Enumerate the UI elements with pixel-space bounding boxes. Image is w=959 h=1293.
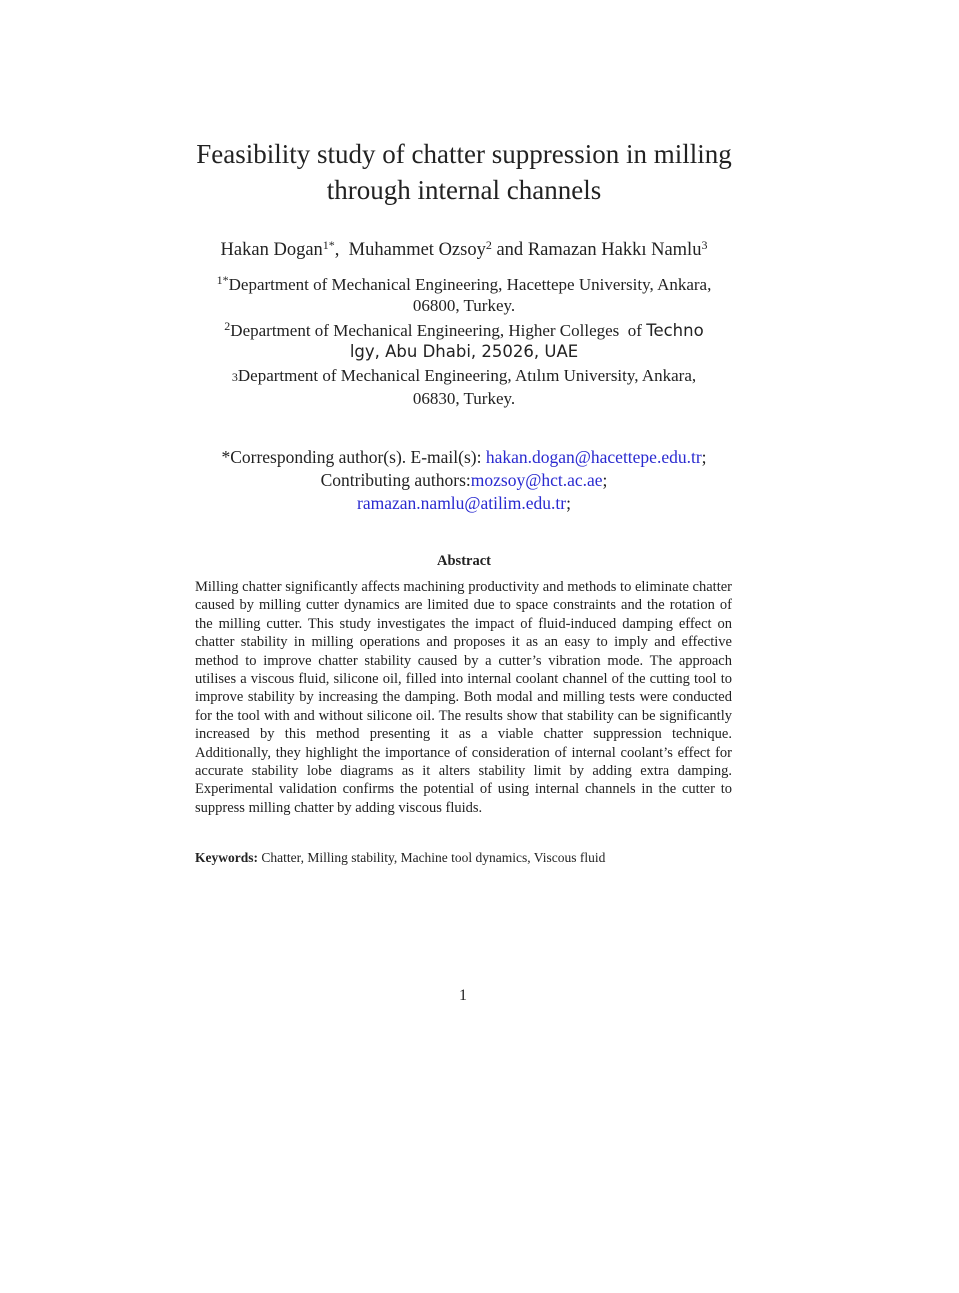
affiliation-1 — [150, 274, 778, 316]
affiliation-1-line-2: 06800, Turkey. — [412, 296, 516, 315]
affiliation-2-text-serif: Department of Mechanical Engineering, Higher Colleges of — [230, 321, 647, 340]
title-line-1: Feasibility study of chatter suppression in milling — [196, 139, 732, 169]
correspondence-line-1 — [150, 446, 778, 469]
author-3-name: Ramazan Hakkı Namlu — [527, 240, 702, 260]
contributing-prefix: Contributing authors: — [320, 470, 471, 490]
affiliation-2-mark: 2 — [224, 319, 231, 333]
email-link-contributor-1[interactable]: mozsoy@hct.ac.ae — [470, 470, 603, 490]
keywords-line — [195, 849, 732, 867]
author-3-sup: 3 — [701, 238, 708, 252]
keywords-label: Keywords: — [195, 850, 258, 865]
abstract-heading: Abstract — [437, 553, 491, 569]
author-separator-1: , — [334, 240, 349, 260]
affiliation-2-line-2: lgy, Abu Dhabi, 25026, UAE — [349, 342, 579, 361]
email-link-corresponding[interactable]: hakan.dogan@hacettepe.edu.tr — [485, 447, 702, 467]
author-separator-2: and — [491, 240, 528, 260]
affiliation-3-line-1 — [150, 365, 778, 388]
affiliation-3-text: Department of Mechanical Engineering, Atılım University, Ankara, — [237, 366, 697, 385]
affiliation-1-text: Department of Mechanical Engineering, Hacettepe University, Ankara, — [228, 275, 712, 294]
keywords-text: Chatter, Milling stability, Machine tool dynamics, Viscous fluid — [258, 850, 606, 865]
author-2-name: Muhammet Ozsoy — [348, 240, 486, 260]
affiliation-3-mark: 3 — [231, 370, 238, 384]
affiliation-1-line-1 — [150, 274, 778, 295]
correspondence-suffix-3: ; — [566, 493, 571, 513]
author-1-name: Hakan Dogan — [220, 240, 323, 260]
affiliation-2 — [150, 320, 778, 362]
affiliation-2-text-sans: Techno — [646, 321, 704, 340]
correspondence-block — [150, 446, 778, 515]
title-line-2: through internal channels — [326, 175, 602, 205]
author-list — [100, 238, 828, 262]
correspondence-suffix-1: ; — [701, 447, 707, 467]
affiliation-3-line-2: 06830, Turkey. — [412, 389, 516, 408]
correspondence-line-2 — [150, 469, 778, 492]
abstract-body: Milling chatter significantly affects machining productivity and methods to eliminate chatter caused by milling cutter dynamics are limited due to space constraints and the rotation of the milling cutter. This study investigates the impact of fluid-induced damping effect on chatter stability in milling operations and proposes it as an easy to imply and effective method to improve chatter stability caused by a cutter’s vibration mode. The approach utilises a viscous fluid, silicone oil, filled into internal coolant channel of the cutting tool to improve stability by increasing the damping. Both modal and milling tests were conducted for the tool with and without silicone oil. The results show that stability can be significantly increased by this method presenting it as a viable chatter suppression technique. Additionally, they highlight the importance of consideration of internal coolant’s effect for accurate stability lobe diagrams as it alters stability limit by adding extra damping. Experimental validation confirms the potential of using internal channels in the cutter to suppress milling chatter by adding viscous fluids. — [195, 579, 732, 816]
page-number: 1 — [459, 987, 467, 1004]
email-link-contributor-2[interactable]: ramazan.namlu@atilim.edu.tr — [357, 493, 567, 513]
author-2-sup: 2 — [485, 238, 492, 252]
affiliation-2-line-1 — [150, 320, 778, 341]
author-1-sup: 1* — [322, 238, 335, 252]
paper-title — [150, 136, 778, 208]
correspondence-prefix: *Corresponding author(s). E-mail(s): — [221, 447, 486, 467]
correspondence-suffix-2: ; — [602, 470, 608, 490]
affiliation-1-mark: 1* — [216, 273, 229, 287]
correspondence-line-3 — [150, 492, 778, 515]
affiliation-3 — [150, 365, 778, 409]
